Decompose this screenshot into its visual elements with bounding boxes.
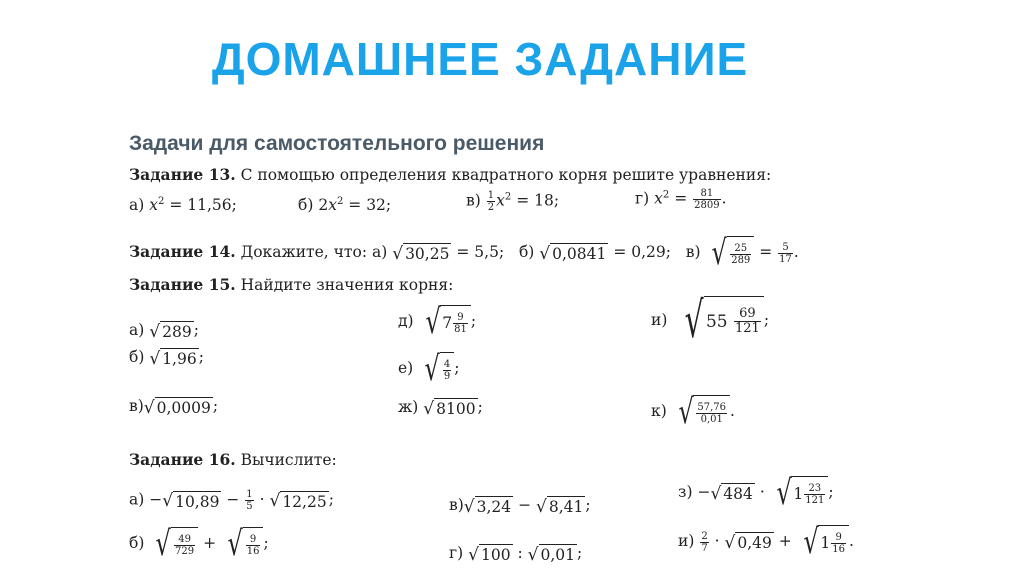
task13-b: б) $2x^2 = 32$;: [298, 196, 392, 215]
section-subtitle: Задачи для самостоятельного решения: [129, 132, 545, 155]
fraction: $\frac{5}{17}$: [779, 241, 792, 265]
item-letter: г): [635, 189, 650, 208]
root-expression: √ 30,25: [392, 244, 450, 264]
item-letter: г): [449, 544, 464, 562]
item-letter: а): [129, 196, 145, 215]
task15-label: Задание 15.: [129, 275, 236, 294]
fraction: $\frac{1}{2}$: [487, 190, 495, 213]
task15-header: [129, 275, 453, 294]
task13-a-value: = 11,56;: [169, 196, 237, 215]
fraction: $\frac{81}{2809}$: [694, 188, 720, 211]
task15-i: и) √ 55 $\frac{69}{121}$ ;: [651, 291, 770, 349]
task14-label: Задание 14.: [129, 242, 236, 262]
task13-v: в) $\frac{1}{2}$ $x^2 = 18$;: [466, 190, 560, 213]
page-title: ДОМАШНЕЕ ЗАДАНИЕ: [211, 33, 749, 85]
item-letter: д): [398, 312, 414, 331]
task14-b-value: = 0,29;: [613, 243, 671, 262]
task16-v: в) √ 3,24 − √ 8,41 ;: [449, 496, 591, 517]
task16-b: б) √ $\frac{49}{729}$ + √ $\frac{9}{16}$ ;: [129, 524, 269, 564]
task14-text: Докажите, что: а): [240, 243, 388, 262]
task15-d: д) √ 7 $\frac{9}{81}$ ;: [398, 302, 477, 342]
task15-zh: ж) √ 8100 ;: [398, 398, 483, 419]
item-letter: ж): [398, 398, 419, 416]
task14-line: Задание 14. Докажите, что: а) √ 30,25 = 5,5; б) √ 0,0841 = 0,29; в) √ $\frac{25}{289}$ = $\frac{5}{17}$ .: [129, 233, 799, 273]
root-expression: √ $\frac{25}{289}$: [705, 236, 754, 270]
task15-a: а) √ 289 ;: [129, 321, 199, 342]
item-letter: б): [518, 243, 535, 262]
item-letter: б): [129, 534, 145, 553]
item-letter: и): [678, 532, 695, 551]
task13-g: г) $x^2$ = $\frac{81}{2809}$ .: [635, 188, 727, 211]
task15-b: б) √ 1,96 ;: [129, 348, 204, 369]
task16-a: а) − √ 10,89 − $\frac{1}{5}$ · √ 12,25 ;: [129, 489, 334, 512]
item-letter: б): [298, 196, 314, 215]
task13-a: а) $x^2 = 11,56$;: [129, 196, 237, 215]
task13-v-value: = 18;: [516, 191, 560, 210]
task16-text: Вычислите:: [240, 451, 337, 469]
item-letter: в): [129, 397, 144, 415]
task14-a-value: = 5,5;: [456, 243, 505, 262]
task16-i: и) $\frac{2}{7}$ · √ 0,49 + √ 1 $\frac{9}{16}$ .: [678, 522, 854, 562]
task13-header: [129, 165, 771, 184]
item-letter: в): [685, 243, 701, 262]
task13-text: С помощью определения квадратного корня решите уравнения:: [240, 166, 772, 184]
task16-header: [129, 450, 337, 469]
task15-e: е) √ $\frac{4}{9}$ ;: [398, 349, 460, 389]
task15-k: к) √ $\frac{57,76}{0,01}$ .: [651, 392, 735, 432]
item-letter: б): [129, 348, 145, 366]
task13-label: Задание 13.: [129, 165, 236, 184]
task15-text: Найдите значения корня:: [240, 276, 454, 294]
item-letter: и): [651, 310, 668, 329]
task15-v: в) √ 0,0009 ;: [129, 397, 219, 418]
item-letter: а): [129, 490, 145, 509]
task16-z: з) − √ 484 · √ 1 $\frac{23}{121}$ ;: [678, 473, 834, 513]
task13-b-value: = 32;: [348, 196, 392, 215]
root-expression: √ 0,0841: [539, 244, 607, 264]
item-letter: в): [449, 496, 464, 514]
task16-label: Задание 16.: [129, 450, 236, 469]
task16-g: г) √ 100 : √ 0,01 ;: [449, 544, 583, 565]
item-letter: в): [466, 191, 481, 210]
item-letter: з): [678, 483, 693, 502]
item-letter: е): [398, 359, 414, 378]
item-letter: к): [651, 402, 667, 421]
item-letter: а): [129, 321, 145, 339]
